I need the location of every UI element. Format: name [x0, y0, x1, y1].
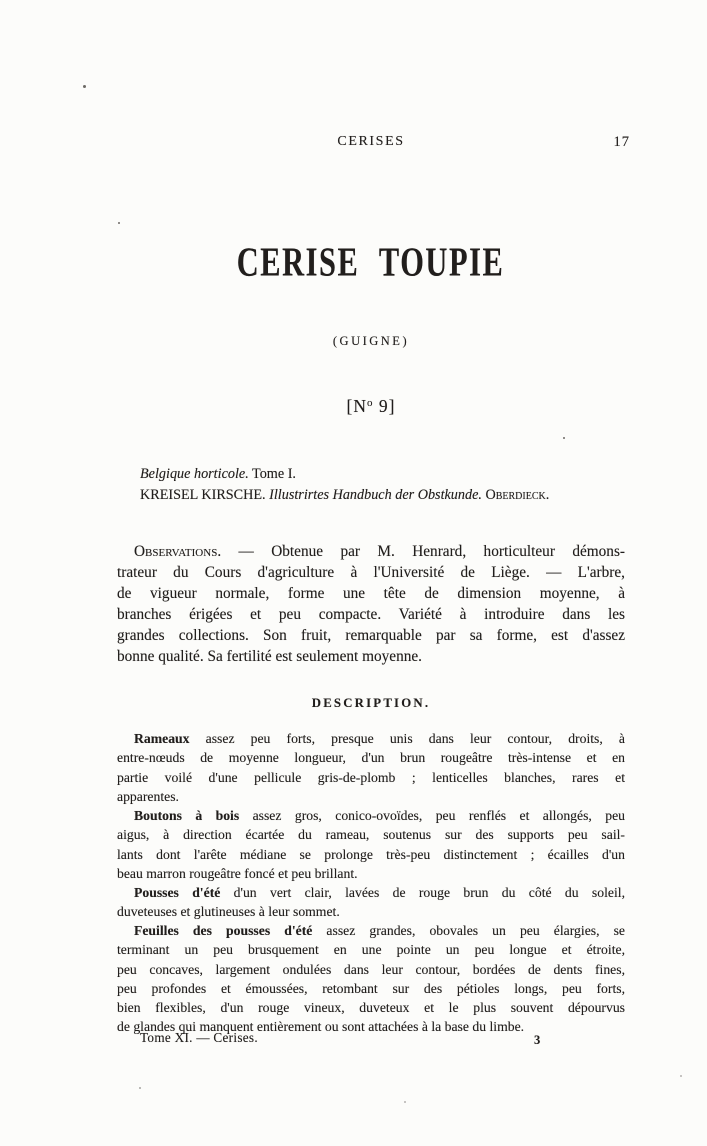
footer-volume-label: Tome XI. — Cerises. [140, 1030, 258, 1045]
reference-2-source: Illustrirtes Handbuch der Obstkunde. [269, 487, 482, 503]
reference-2-author: Oberdieck. [481, 487, 550, 503]
reference-line-2 [140, 485, 549, 506]
scan-speck [83, 85, 86, 88]
observations-lead: Observations. [134, 543, 222, 560]
paragraph-first-rest: assez gros, conico-ovoïdes, peu renflés et allongés, peu [239, 808, 625, 823]
text-line: trateur du Cours d'agriculture à l'Université de Liège. — L'arbre, [117, 564, 625, 581]
variety-type-subtitle: (GUIGNE) [332, 334, 410, 348]
scan-speck [118, 222, 120, 224]
text-line: terminant un peu brusquement en une pointe un peu longue et étroite, [117, 942, 625, 958]
text-line: beau marron rougeâtre foncé et peu brillant. [117, 865, 358, 881]
text-line: lants dont l'arête médiane se prolonge très-peu distinctement ; écailles d'un [117, 846, 625, 862]
article-title: CERISE TOUPIE [237, 239, 505, 286]
observations-paragraph [117, 541, 625, 667]
variety-number-open: [N [346, 396, 367, 416]
text-line: aigus, à direction écartée du rameau, soutenus sur des supports peu sail- [117, 827, 625, 843]
paragraph-first-rest: assez peu forts, presque unis dans leur contour, droits, à [189, 731, 625, 746]
observations-first-rest: — Obtenue par M. Henrard, horticulteur démons- [221, 543, 625, 560]
text-line [117, 729, 625, 748]
variety-number-close: 9] [373, 396, 396, 416]
paragraph-first-rest: assez grandes, obovales un peu élargies, se [312, 923, 625, 938]
paragraph-feuilles [117, 921, 625, 1037]
text-line: peu concaves, largement ondulées dans leur contour, bordées de dents fines, [117, 961, 625, 977]
variety-number [117, 396, 625, 417]
reference-1-volume: Tome I. [248, 466, 296, 482]
text-line: bonne qualité. Sa fertilité est seulement moyenne. [117, 648, 422, 665]
reference-2-name: KREISEL KIRSCHE. [140, 487, 270, 503]
text-line: grandes collections. Son fruit, remarquable par sa forme, est d'assez [117, 627, 625, 644]
paragraph-lead: Boutons à bois [134, 808, 240, 823]
text-line: bien flexibles, d'un rouge vineux, duveteux et le plus souvent dépourvus [117, 1000, 625, 1016]
scan-speck [404, 1101, 406, 1103]
reference-line-1 [140, 464, 549, 485]
text-line: de glandes qui manquent entièrement ou sont attachées à la base du limbe. [117, 1019, 525, 1035]
paragraph-lead: Pousses d'été [134, 885, 221, 900]
text-line: entre-nœuds de moyenne longueur, d'un brun rougeâtre très-intense et en [117, 750, 625, 766]
text-line: partie voilé d'une pellicule gris-de-plomb ; lenticelles blanches, rares et [117, 769, 625, 785]
paragraph-rameaux [117, 729, 625, 806]
footer-signature-number: 3 [534, 1033, 541, 1047]
reference-1-source: Belgique horticole. [140, 466, 249, 482]
variety-number-sup: o [367, 397, 374, 409]
article-title-wrap [117, 238, 625, 286]
text-line: apparentes. [117, 788, 179, 804]
paragraph-first-rest: d'un vert clair, lavées de rouge brun du côté du soleil, [220, 885, 625, 900]
scan-speck [680, 1075, 682, 1077]
scan-speck [563, 437, 565, 439]
text-line [117, 921, 625, 940]
text-line [117, 806, 625, 825]
paragraph-pousses [117, 883, 625, 922]
paragraph-boutons [117, 806, 625, 883]
text-line: peu profondes et émoussées, retombant sur des pétioles longs, peu forts, [117, 980, 625, 996]
description-heading: DESCRIPTION. [311, 696, 431, 710]
scan-speck [139, 1087, 141, 1089]
text-line: de vigueur normale, forme une tête de dimension moyenne, à [117, 585, 625, 602]
text-line [117, 541, 625, 562]
text-line [117, 883, 625, 902]
paragraph-lead: Rameaux [134, 731, 190, 746]
page-number-top-right: 17 [613, 134, 630, 150]
reference-block [140, 464, 549, 506]
paragraph-lead: Feuilles des pousses d'été [134, 923, 313, 938]
text-line: branches érigées et peu compacte. Variété à introduire dans les [117, 606, 625, 623]
running-header-title: CERISES [337, 134, 405, 149]
text-line: duveteuses et glutineuses à leur sommet. [117, 904, 340, 920]
